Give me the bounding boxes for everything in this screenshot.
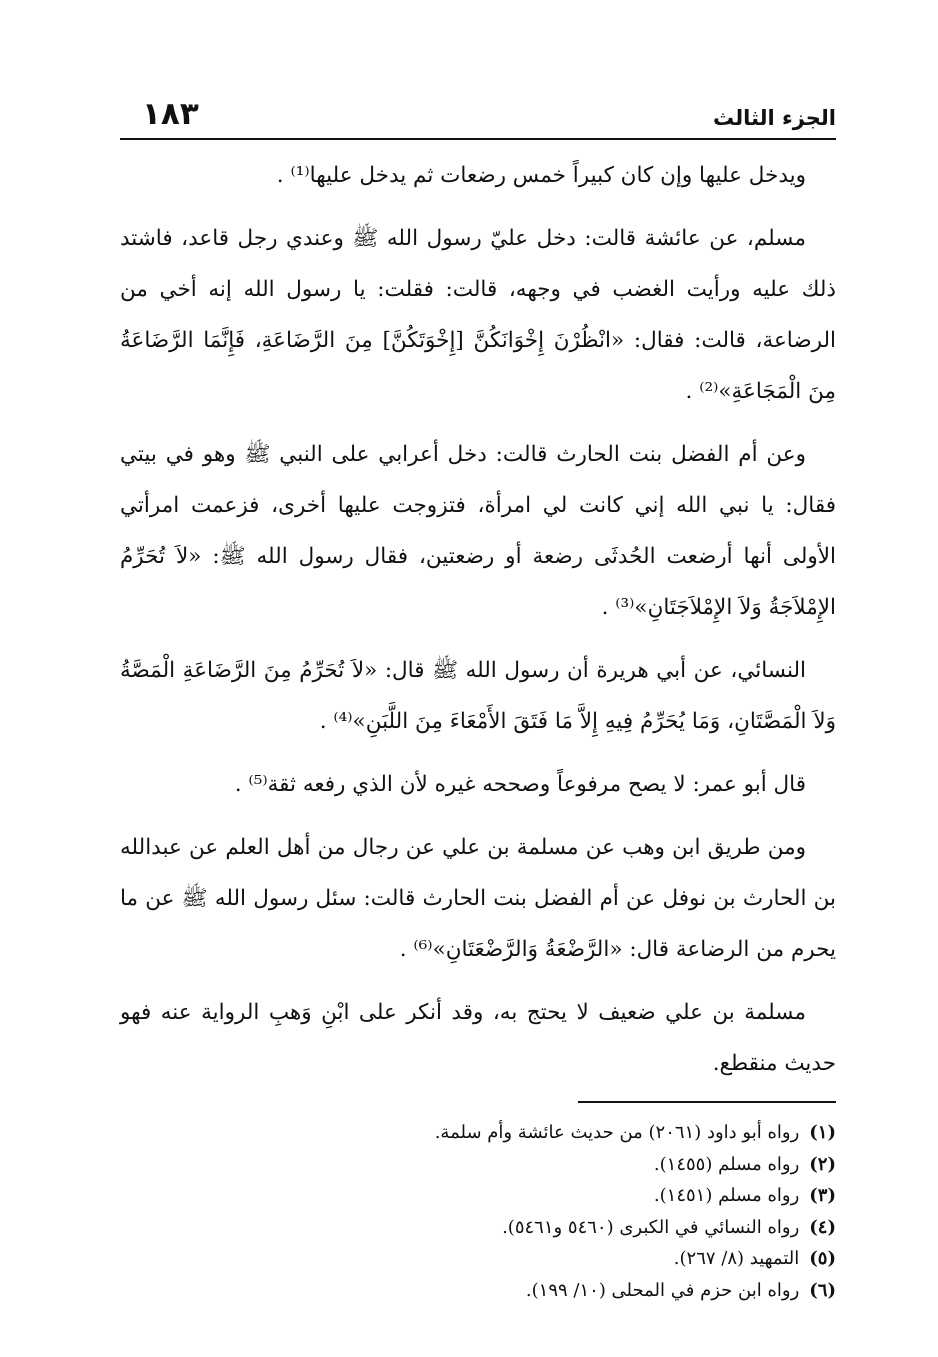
paragraph-5: قال أبو عمر: لا يصح مرفوعاً وصححه غيره لأن الذي رفعه ثقة⁽⁵⁾ . <box>234 772 806 797</box>
page-header <box>120 92 836 140</box>
footnote-item <box>120 1117 836 1149</box>
footnote-number: (١) <box>809 1122 836 1143</box>
footnote-separator <box>578 1101 836 1103</box>
main-text <box>120 150 836 1089</box>
page-number: ١٨٣ <box>142 96 199 132</box>
paragraph-2: مسلم، عن عائشة قالت: دخل عليّ رسول الله ﷺ وعندي رجل قاعد، فاشتد ذلك عليه ورأيت الغضب في وجهه، قالت: فقلت: يا رسول الله إنه أخي من الرضاعة، قالت: فقال: «انْظُرْنَ إِخْوَانَكُنَّ [إِخْوَتَكُنَّ] مِنَ الرَّضَاعَةِ، فَإِنَّمَا الرَّضَاعَةُ مِنَ الْمَجَاعَةِ»⁽²⁾ . <box>120 226 836 404</box>
book-page <box>120 92 836 1301</box>
running-title: الجزء الثالث <box>713 106 836 130</box>
footnote-number: (٥) <box>809 1248 836 1269</box>
paragraph-6: ومن طريق ابن وهب عن مسلمة بن علي عن رجال من أهل العلم عن عبدالله بن الحارث بن نوفل عن أم الفضل بنت الحارث قالت: سئل رسول الله ﷺ عن ما يحرم من الرضاعة قال: «الرَّضْعَةُ وَالرَّضْعَتَانِ»⁽⁶⁾ . <box>120 835 836 962</box>
footnote-text: رواه ابن حزم في المحلى (١٠/ ١٩٩). <box>525 1279 800 1301</box>
paragraph-4: النسائي، عن أبي هريرة أن رسول الله ﷺ قال: «لاَ تُحَرِّمُ مِنَ الرَّضَاعَةِ الْمَصَّةُ وَلاَ الْمَصَّتَانِ، وَمَا يُحَرِّمُ فِيهِ إِلاَّ مَا فَتَقَ الأَمْعَاءَ مِنَ اللَّبَنِ»⁽⁴⁾ . <box>120 658 836 734</box>
footnote-item <box>120 1149 836 1181</box>
paragraph-7: مسلمة بن علي ضعيف لا يحتج به، وقد أنكر على ابْنِ وَهبِ الرواية عنه فهو حديث منقطع. <box>120 1000 836 1076</box>
footnote-item <box>120 1180 836 1212</box>
footnote-number: (٢) <box>809 1153 836 1175</box>
footnote-text: رواه مسلم (١٤٥١). <box>653 1185 800 1206</box>
footnote-item <box>120 1243 836 1275</box>
footnote-text: رواه مسلم (١٤٥٥). <box>653 1153 800 1175</box>
footnote-number: (٤) <box>809 1216 836 1238</box>
paragraph-1: ويدخل عليها وإن كان كبيراً خمس رضعات ثم يدخل عليها⁽¹⁾ . <box>276 163 806 188</box>
footnote-item <box>120 1275 836 1307</box>
footnote-text: التمهيد (٨/ ٢٦٧). <box>673 1248 800 1269</box>
paragraph-3: وعن أم الفضل بنت الحارث قالت: دخل أعرابي على النبي ﷺ وهو في بيتي فقال: يا نبي الله إني كانت لي امرأة، فتزوجت عليها أخرى، فزعمت امرأتي الأولى أنها أرضعت الحُدثَى رضعة أو رضعتين، فقال رسول الله ﷺ: «لاَ تُحَرِّمُ الإِمْلاَجَةُ وَلاَ الإِمْلاَجَتَانِ»⁽³⁾ . <box>120 442 836 620</box>
footnotes-list <box>120 1117 836 1306</box>
footnote-text: رواه أبو داود (٢٠٦١) من حديث عائشة وأم سلمة. <box>434 1122 800 1143</box>
footnote-item <box>120 1212 836 1244</box>
footnote-number: (٣) <box>809 1185 836 1206</box>
footnote-text: رواه النسائي في الكبرى (٥٤٦٠ و٥٤٦١). <box>502 1216 800 1238</box>
footnote-number: (٦) <box>809 1279 836 1301</box>
